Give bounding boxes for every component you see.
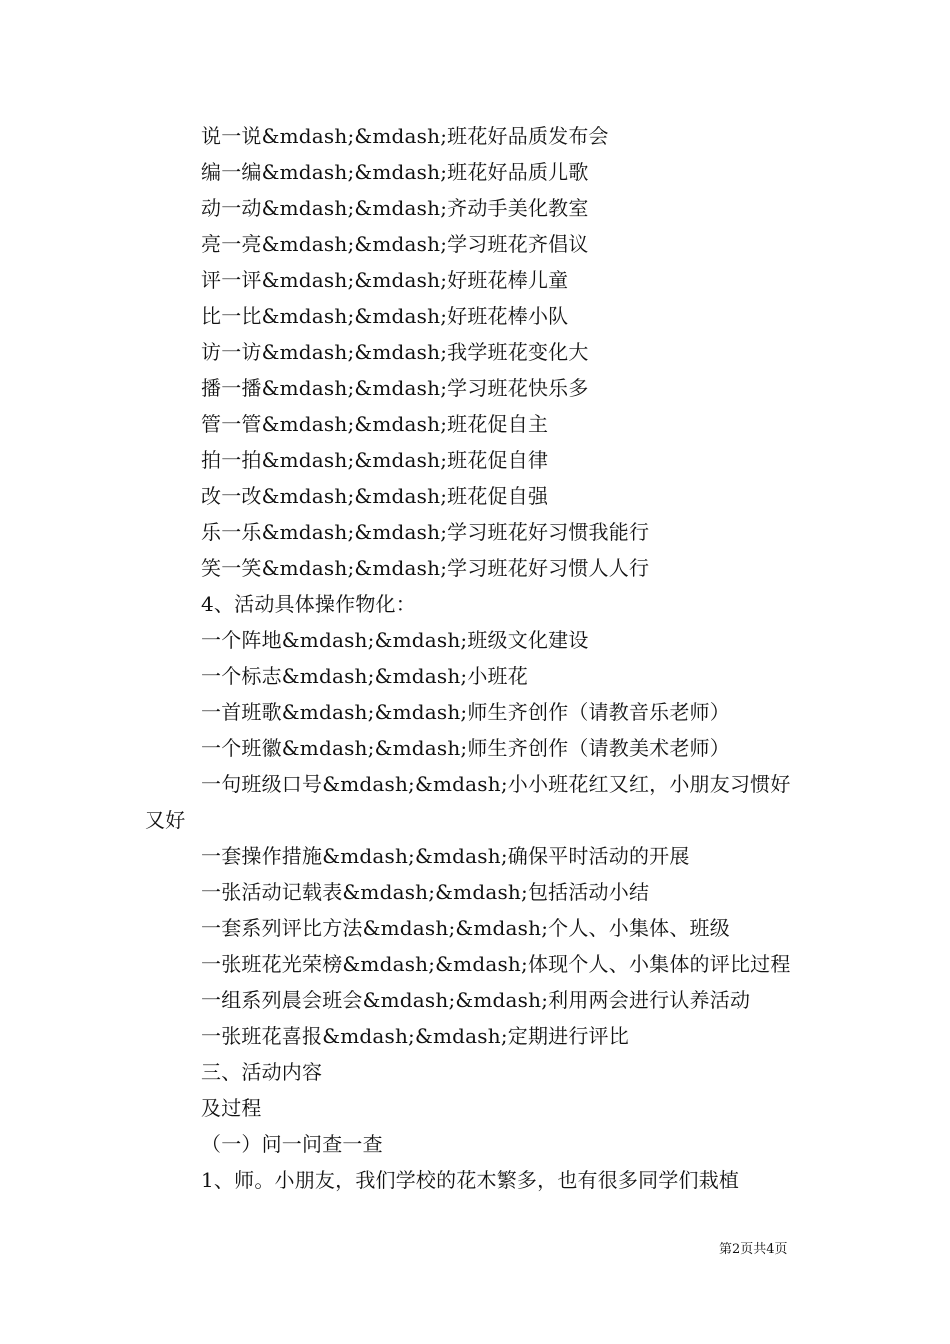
text-line: 拍一拍&mdash;&mdash;班花促自律 xyxy=(201,448,549,472)
text-line: 播一播&mdash;&mdash;学习班花快乐多 xyxy=(201,376,589,400)
subsection-heading: （一）问一问查一查 xyxy=(201,1132,383,1156)
text-line: 动一动&mdash;&mdash;齐动手美化教室 xyxy=(201,196,589,220)
text-line: 及过程 xyxy=(201,1096,262,1120)
page-number-footer: 第2页共4页 xyxy=(719,1242,788,1257)
text-line: 一张班花光荣榜&mdash;&mdash;体现个人、小集体的评比过程 xyxy=(201,952,791,976)
text-line: 访一访&mdash;&mdash;我学班花变化大 xyxy=(201,340,589,364)
text-line: 评一评&mdash;&mdash;好班花棒儿童 xyxy=(201,268,569,292)
text-line: 一个标志&mdash;&mdash;小班花 xyxy=(201,664,528,688)
text-line: 比一比&mdash;&mdash;好班花棒小队 xyxy=(201,304,569,328)
text-line: 一个班徽&mdash;&mdash;师生齐创作（请教美术老师） xyxy=(201,736,730,760)
text-line: 乐一乐&mdash;&mdash;学习班花好习惯我能行 xyxy=(201,520,650,544)
text-line: 一首班歌&mdash;&mdash;师生齐创作（请教音乐老师） xyxy=(201,700,730,724)
text-line: 一张活动记载表&mdash;&mdash;包括活动小结 xyxy=(201,880,650,904)
text-line: 亮一亮&mdash;&mdash;学习班花齐倡议 xyxy=(201,232,589,256)
text-line-continuation: 又好 xyxy=(145,808,186,832)
text-line: 笑一笑&mdash;&mdash;学习班花好习惯人人行 xyxy=(201,556,650,580)
text-line: 说一说&mdash;&mdash;班花好品质发布会 xyxy=(201,124,609,148)
text-line: 一个阵地&mdash;&mdash;班级文化建设 xyxy=(201,628,589,652)
text-line: 管一管&mdash;&mdash;班花促自主 xyxy=(201,412,549,436)
text-line: 一套系列评比方法&mdash;&mdash;个人、小集体、班级 xyxy=(201,916,730,940)
section-heading: 三、活动内容 xyxy=(201,1060,323,1084)
text-line: 1、师。小朋友，我们学校的花木繁多，也有很多同学们栽植 xyxy=(201,1168,740,1192)
text-line: 一组系列晨会班会&mdash;&mdash;利用两会进行认养活动 xyxy=(201,988,751,1012)
text-line: 编一编&mdash;&mdash;班花好品质儿歌 xyxy=(201,160,589,184)
document-body xyxy=(145,118,820,1198)
text-line: 一套操作措施&mdash;&mdash;确保平时活动的开展 xyxy=(201,844,690,868)
text-line: 一句班级口号&mdash;&mdash;小小班花红又红，小朋友习惯好 xyxy=(201,772,791,796)
text-line: 一张班花喜报&mdash;&mdash;定期进行评比 xyxy=(201,1024,629,1048)
section-heading: 4、活动具体操作物化： xyxy=(201,592,416,616)
text-line: 改一改&mdash;&mdash;班花促自强 xyxy=(201,484,549,508)
